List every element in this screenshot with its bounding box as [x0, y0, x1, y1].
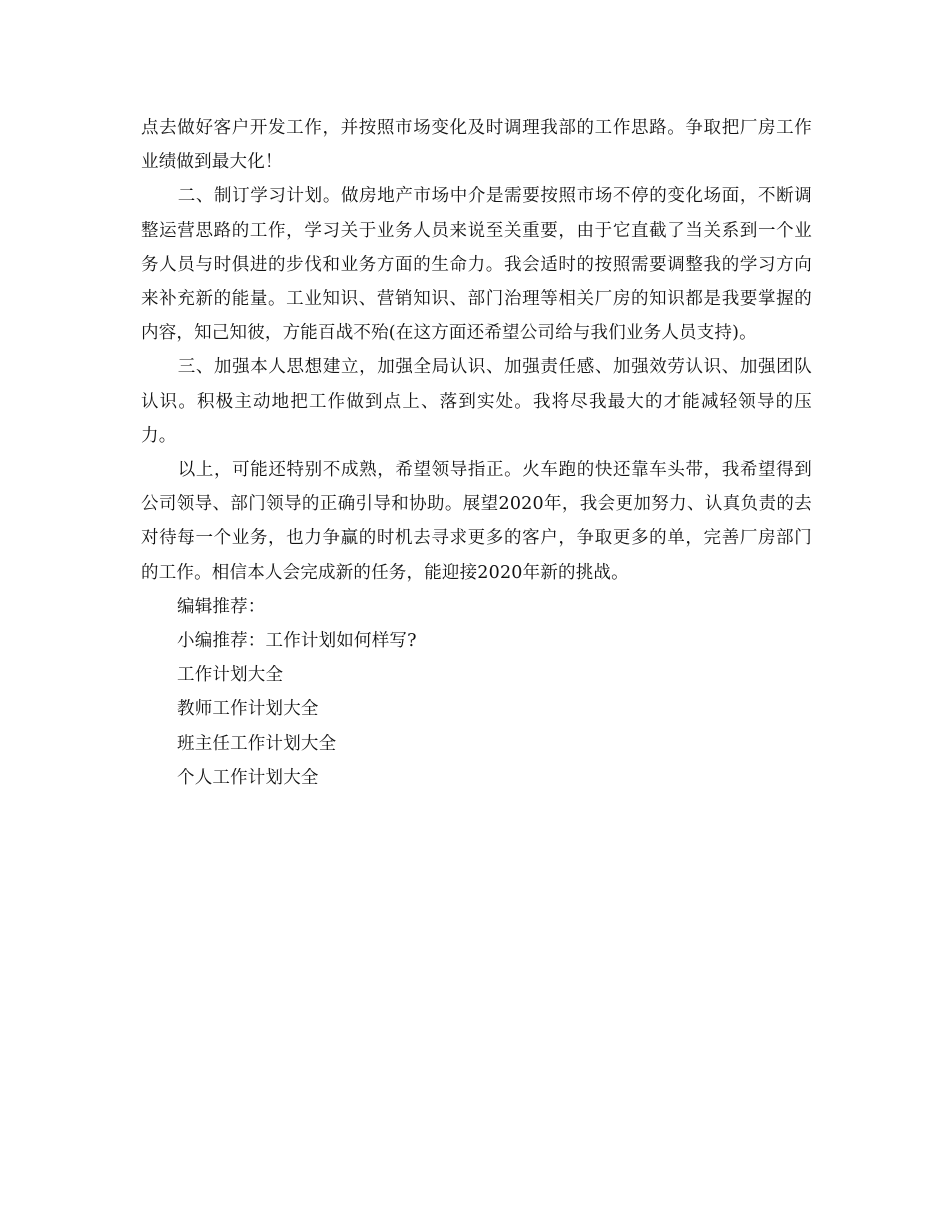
recommend-link-personal-plan[interactable]: 个人工作计划大全 [177, 767, 319, 788]
paragraph-thinking: 三、加强本人思想建立，加强全局认识、加强责任感、加强效劳认识、加强团队认识。积极主动地把工作做到点上、落到实处。我将尽我最大的才能减轻领导的压力。 [141, 357, 812, 446]
recommend-subheading: 小编推荐：工作计划如何样写? [177, 631, 417, 652]
recommend-heading: 编辑推荐： [177, 596, 266, 617]
recommend-link-teacher-plan[interactable]: 教师工作计划大全 [177, 699, 319, 720]
paragraph-continuation: 点去做好客户开发工作，并按照市场变化及时调理我部的工作思路。争取把厂房工作业绩做到最大化！ [141, 118, 812, 173]
paragraph-conclusion: 以上，可能还特别不成熟，希望领导指正。火车跑的快还靠车头带，我希望得到公司领导、部门领导的正确引导和协助。展望2020年，我会更加努力、认真负责的去对待每一个业务，也力争赢的时机去寻求更多的客户，争取更多的单，完善厂房部门的工作。相信本人会完成新的任务，能迎接2020年新的挑战。 [141, 460, 812, 583]
document-body [141, 111, 812, 795]
recommend-link-work-plan[interactable]: 工作计划大全 [177, 665, 284, 686]
paragraph-study-plan: 二、制订学习计划。做房地产市场中介是需要按照市场不停的变化场面，不断调整运营思路的工作，学习关于业务人员来说至关重要，由于它直截了当关系到一个业务人员与时俱进的步伐和业务方面的生命力。我会适时的按照需要调整我的学习方向来补充新的能量。工业知识、营销知识、部门治理等相关厂房的知识都是我要掌握的内容，知己知彼，方能百战不殆(在这方面还希望公司给与我们业务人员支持)。 [141, 186, 812, 344]
recommend-link-class-teacher-plan[interactable]: 班主任工作计划大全 [177, 733, 337, 754]
